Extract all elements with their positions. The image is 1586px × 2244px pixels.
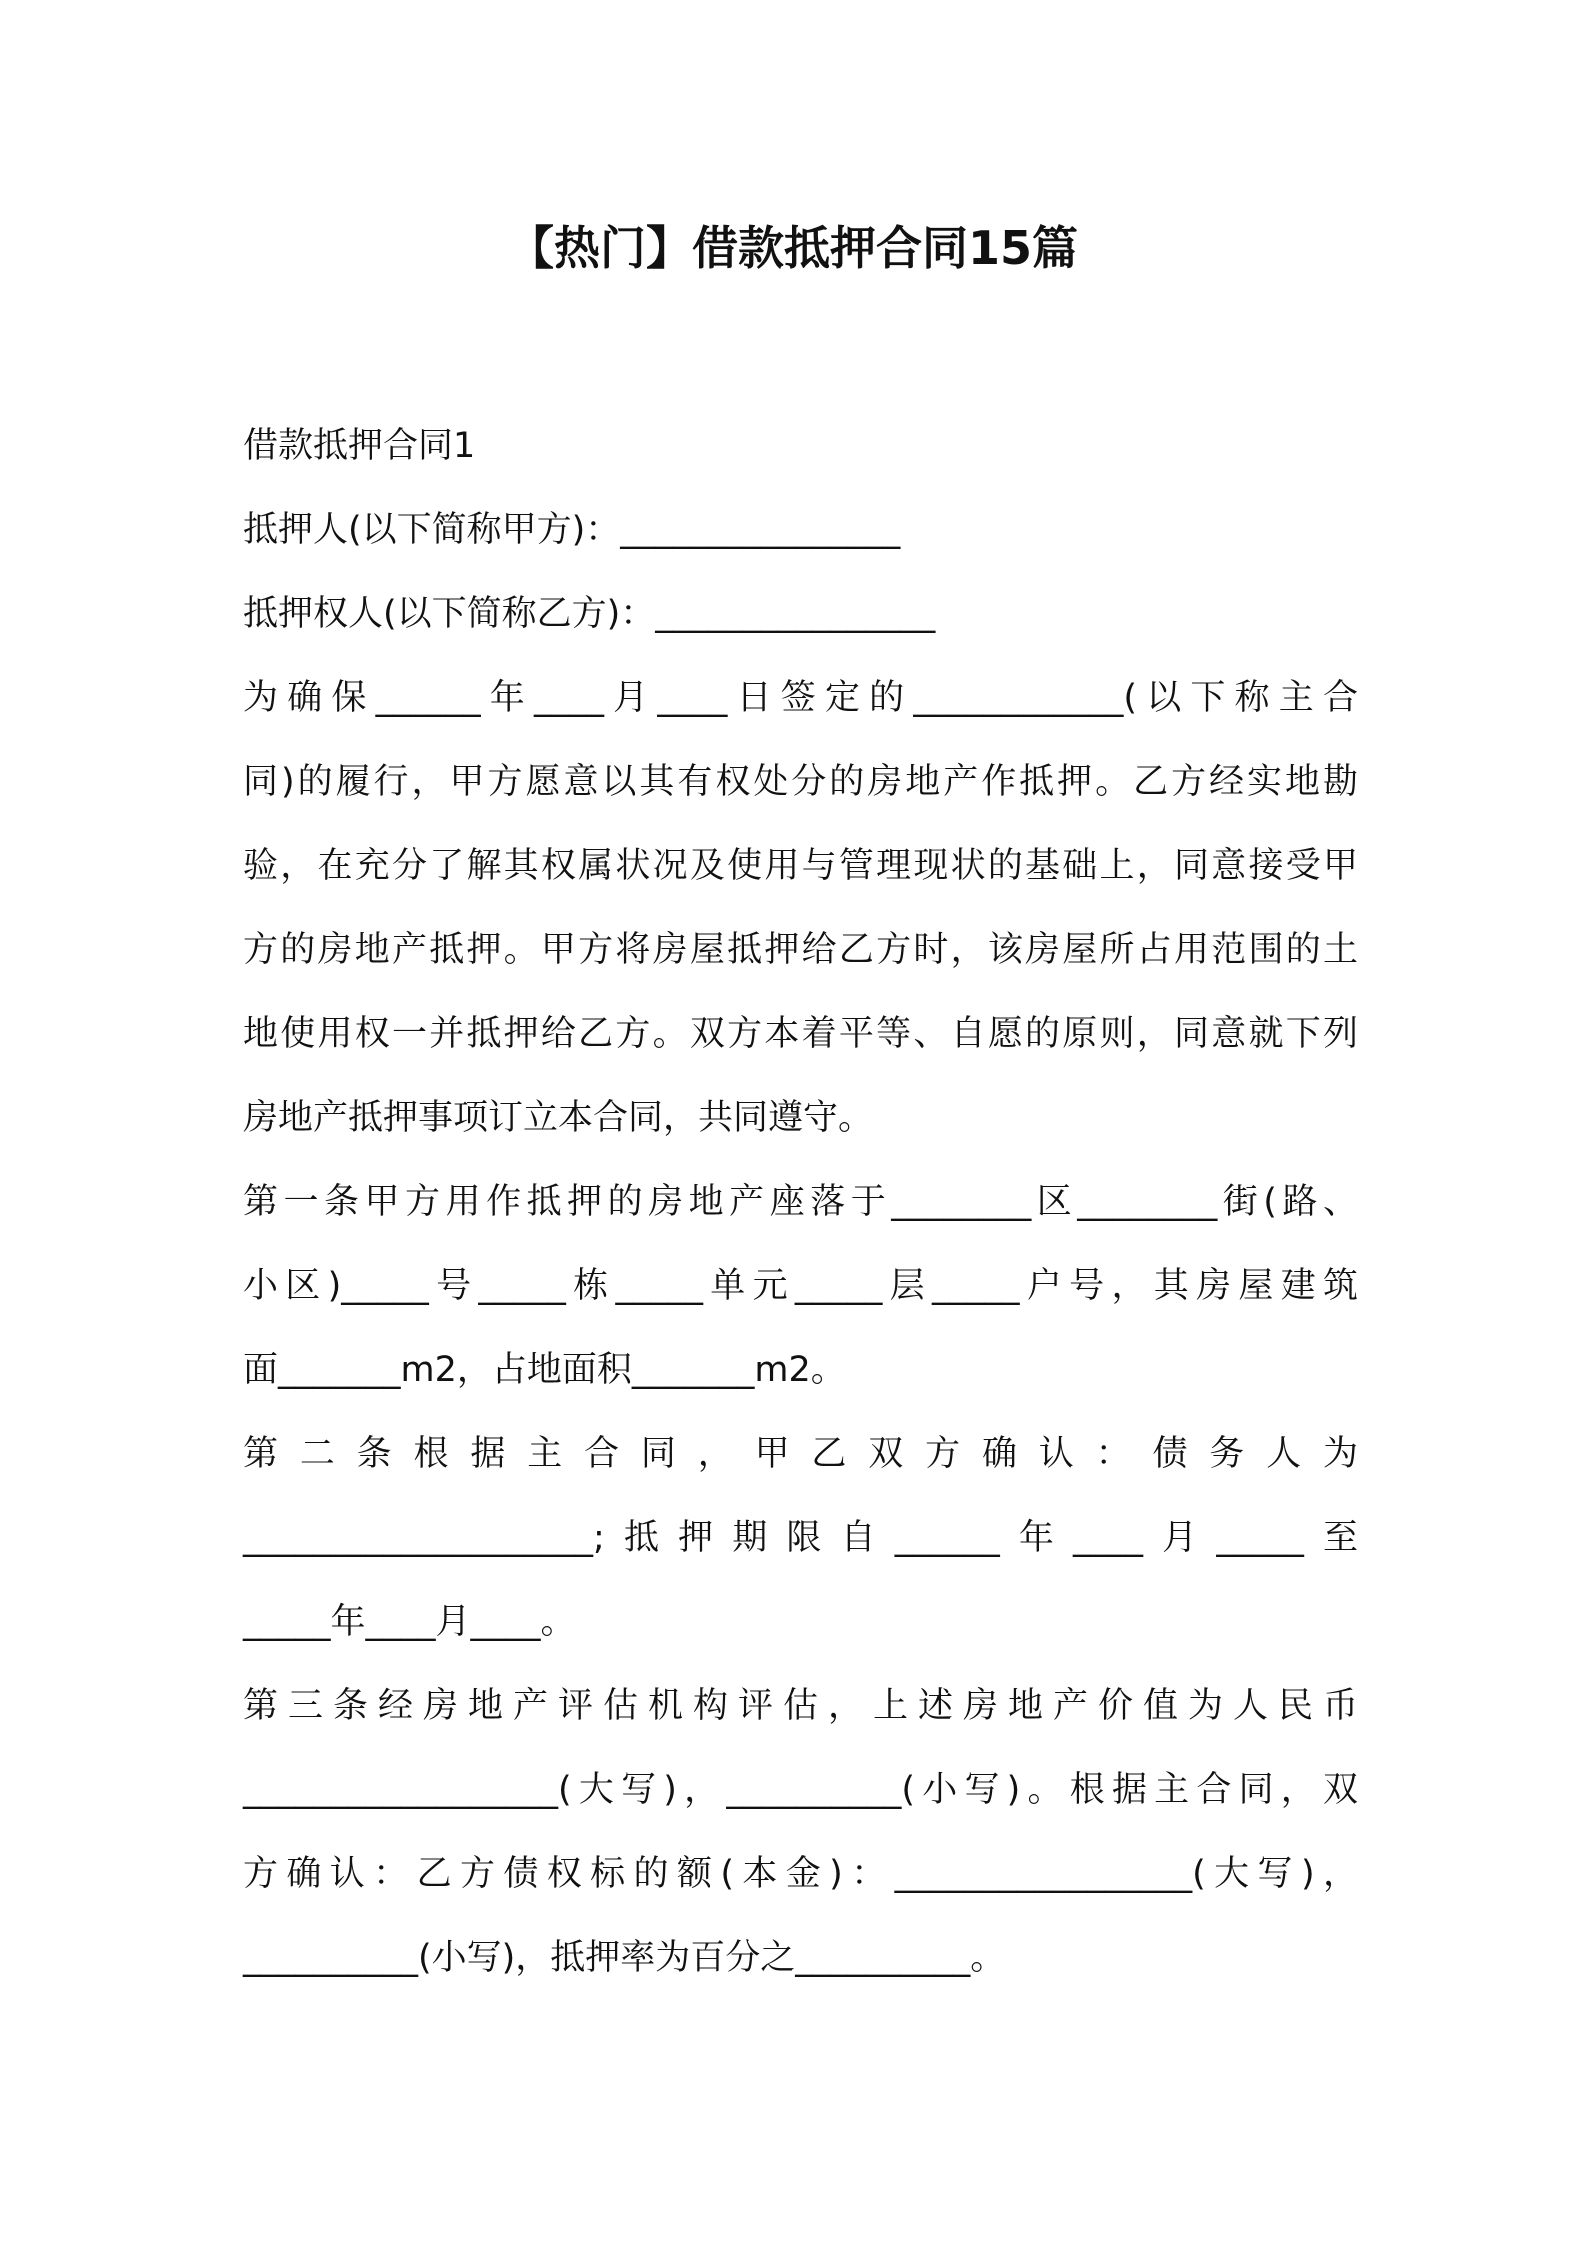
body-line: 地使用权一并抵押给乙方。双方本着平等、自愿的原则，同意就下列: [243, 1014, 1358, 1054]
mortgagee-line: 抵押权人(以下简称乙方)：________________: [243, 594, 936, 634]
body-line: 方的房地产抵押。甲方将房屋抵押给乙方时，该房屋所占用范围的土: [243, 930, 1358, 970]
document-body: [243, 404, 1358, 2000]
article-line: 面_______m2，占地面积_______m2。: [243, 1350, 846, 1390]
body-line: 同)的履行，甲方愿意以其有权处分的房地产作抵押。乙方经实地勘: [243, 762, 1358, 802]
article-line: ____________________;抵押期限自______年____月_____至: [243, 1518, 1358, 1558]
article-line: 第二条根据主合同，甲乙双方确认：债务人为: [243, 1434, 1358, 1474]
article-line: 方确认：乙方债权标的额(本金)：_________________(大写)，: [243, 1854, 1358, 1894]
mortgagor-line: 抵押人(以下简称甲方)：________________: [243, 510, 901, 550]
body-line: 为确保______年____月____日签定的____________(以下称主合: [243, 678, 1358, 718]
article-line: 第三条经房地产评估机构评估，上述房地产价值为人民币: [243, 1686, 1358, 1726]
document-title: 【热门】借款抵押合同15篇: [507, 221, 1078, 275]
article-line: __________________(大写)，__________(小写)。根据主合同，双: [243, 1770, 1358, 1810]
article-line: 第一条甲方用作抵押的房地产座落于________区________街(路、: [243, 1182, 1358, 1222]
body-line: 验，在充分了解其权属状况及使用与管理现状的基础上，同意接受甲: [243, 846, 1358, 886]
article-line: _____年____月____。: [243, 1602, 576, 1642]
body-line: 房地产抵押事项订立本合同，共同遵守。: [243, 1098, 874, 1138]
article-line: 小区)_____号_____栋_____单元_____层_____户号，其房屋建筑: [243, 1266, 1358, 1306]
article-line: __________(小写)，抵押率为百分之__________。: [243, 1938, 1006, 1978]
section-heading: 借款抵押合同1: [243, 426, 476, 466]
